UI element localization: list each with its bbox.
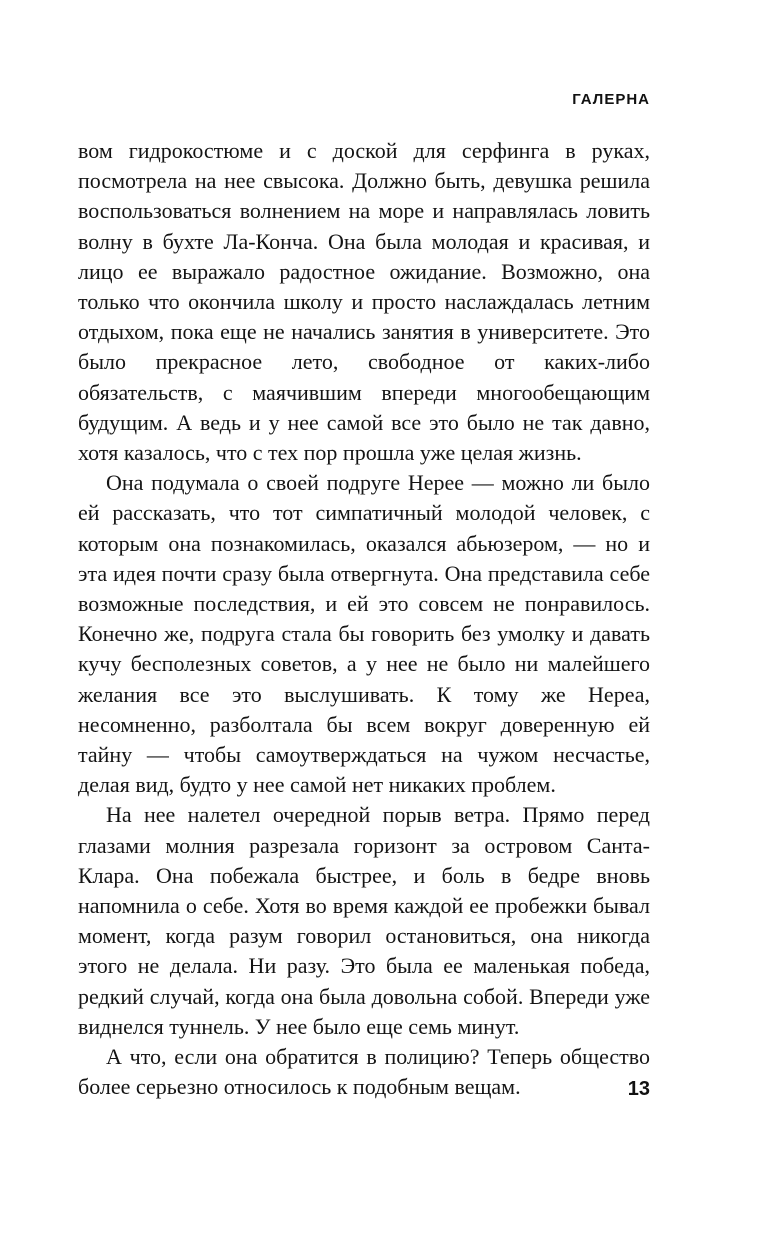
paragraph-1: вом гидрокостюме и с доской для серфинга в руках, посмотрела на нее свысока. Должно быть, девушка решила воспользоваться волнением на море и направлялась ловить волну в бухте Ла-Конча. Она была молодая и красивая, и лицо ее выражало радостное ожидание. Возможно, она только что окончила школу и просто наслаждалась летним отдыхом, пока еще не начались занятия в университете. Это было прекрасное лето, свободное от каких-либо обязательств, с маячившим впереди многообещающим будущим. А ведь и у нее самой все это было не так давно, хотя казалось, что с тех пор прошла уже целая жизнь. — [78, 138, 650, 466]
paragraph-3: На нее налетел очередной порыв ветра. Прямо перед глазами молния разрезала горизонт за островом Санта-Клара. Она побежала быстрее, и боль в бедре вновь напомнила о себе. Хотя во время каждой ее пробежки бывал момент, когда разум говорил остановиться, она никогда этого не делала. Ни разу. Это была ее маленькая победа, редкий случай, когда она была довольна собой. Впереди уже виднелся туннель. У нее было еще семь минут. — [78, 802, 650, 1039]
page-number: 13 — [627, 1078, 650, 1100]
body-text — [78, 136, 650, 1103]
paragraph-4: А что, если она обратится в полицию? Теперь общество более серьезно относилось к подобным вещам. — [78, 1044, 650, 1100]
running-title: ГАЛЕРНА — [572, 91, 650, 108]
paragraph-2: Она подумала о своей подруге Нерее — можно ли было ей рассказать, что тот симпатичный молодой человек, с которым она познакомилась, оказался абьюзером, — но и эта идея почти сразу была отвергнута. Она представила себе возможные последствия, и ей это совсем не понравилось. Конечно же, подруга стала бы говорить без умолку и давать кучу бесполезных советов, а у нее не было ни малейшего желания все это выслушивать. К тому же Нереа, несомненно, разболтала бы всем вокруг доверенную ей тайну — чтобы самоутверждаться на чужом несчастье, делая вид, будто у нее самой нет никаких проблем. — [78, 470, 650, 798]
